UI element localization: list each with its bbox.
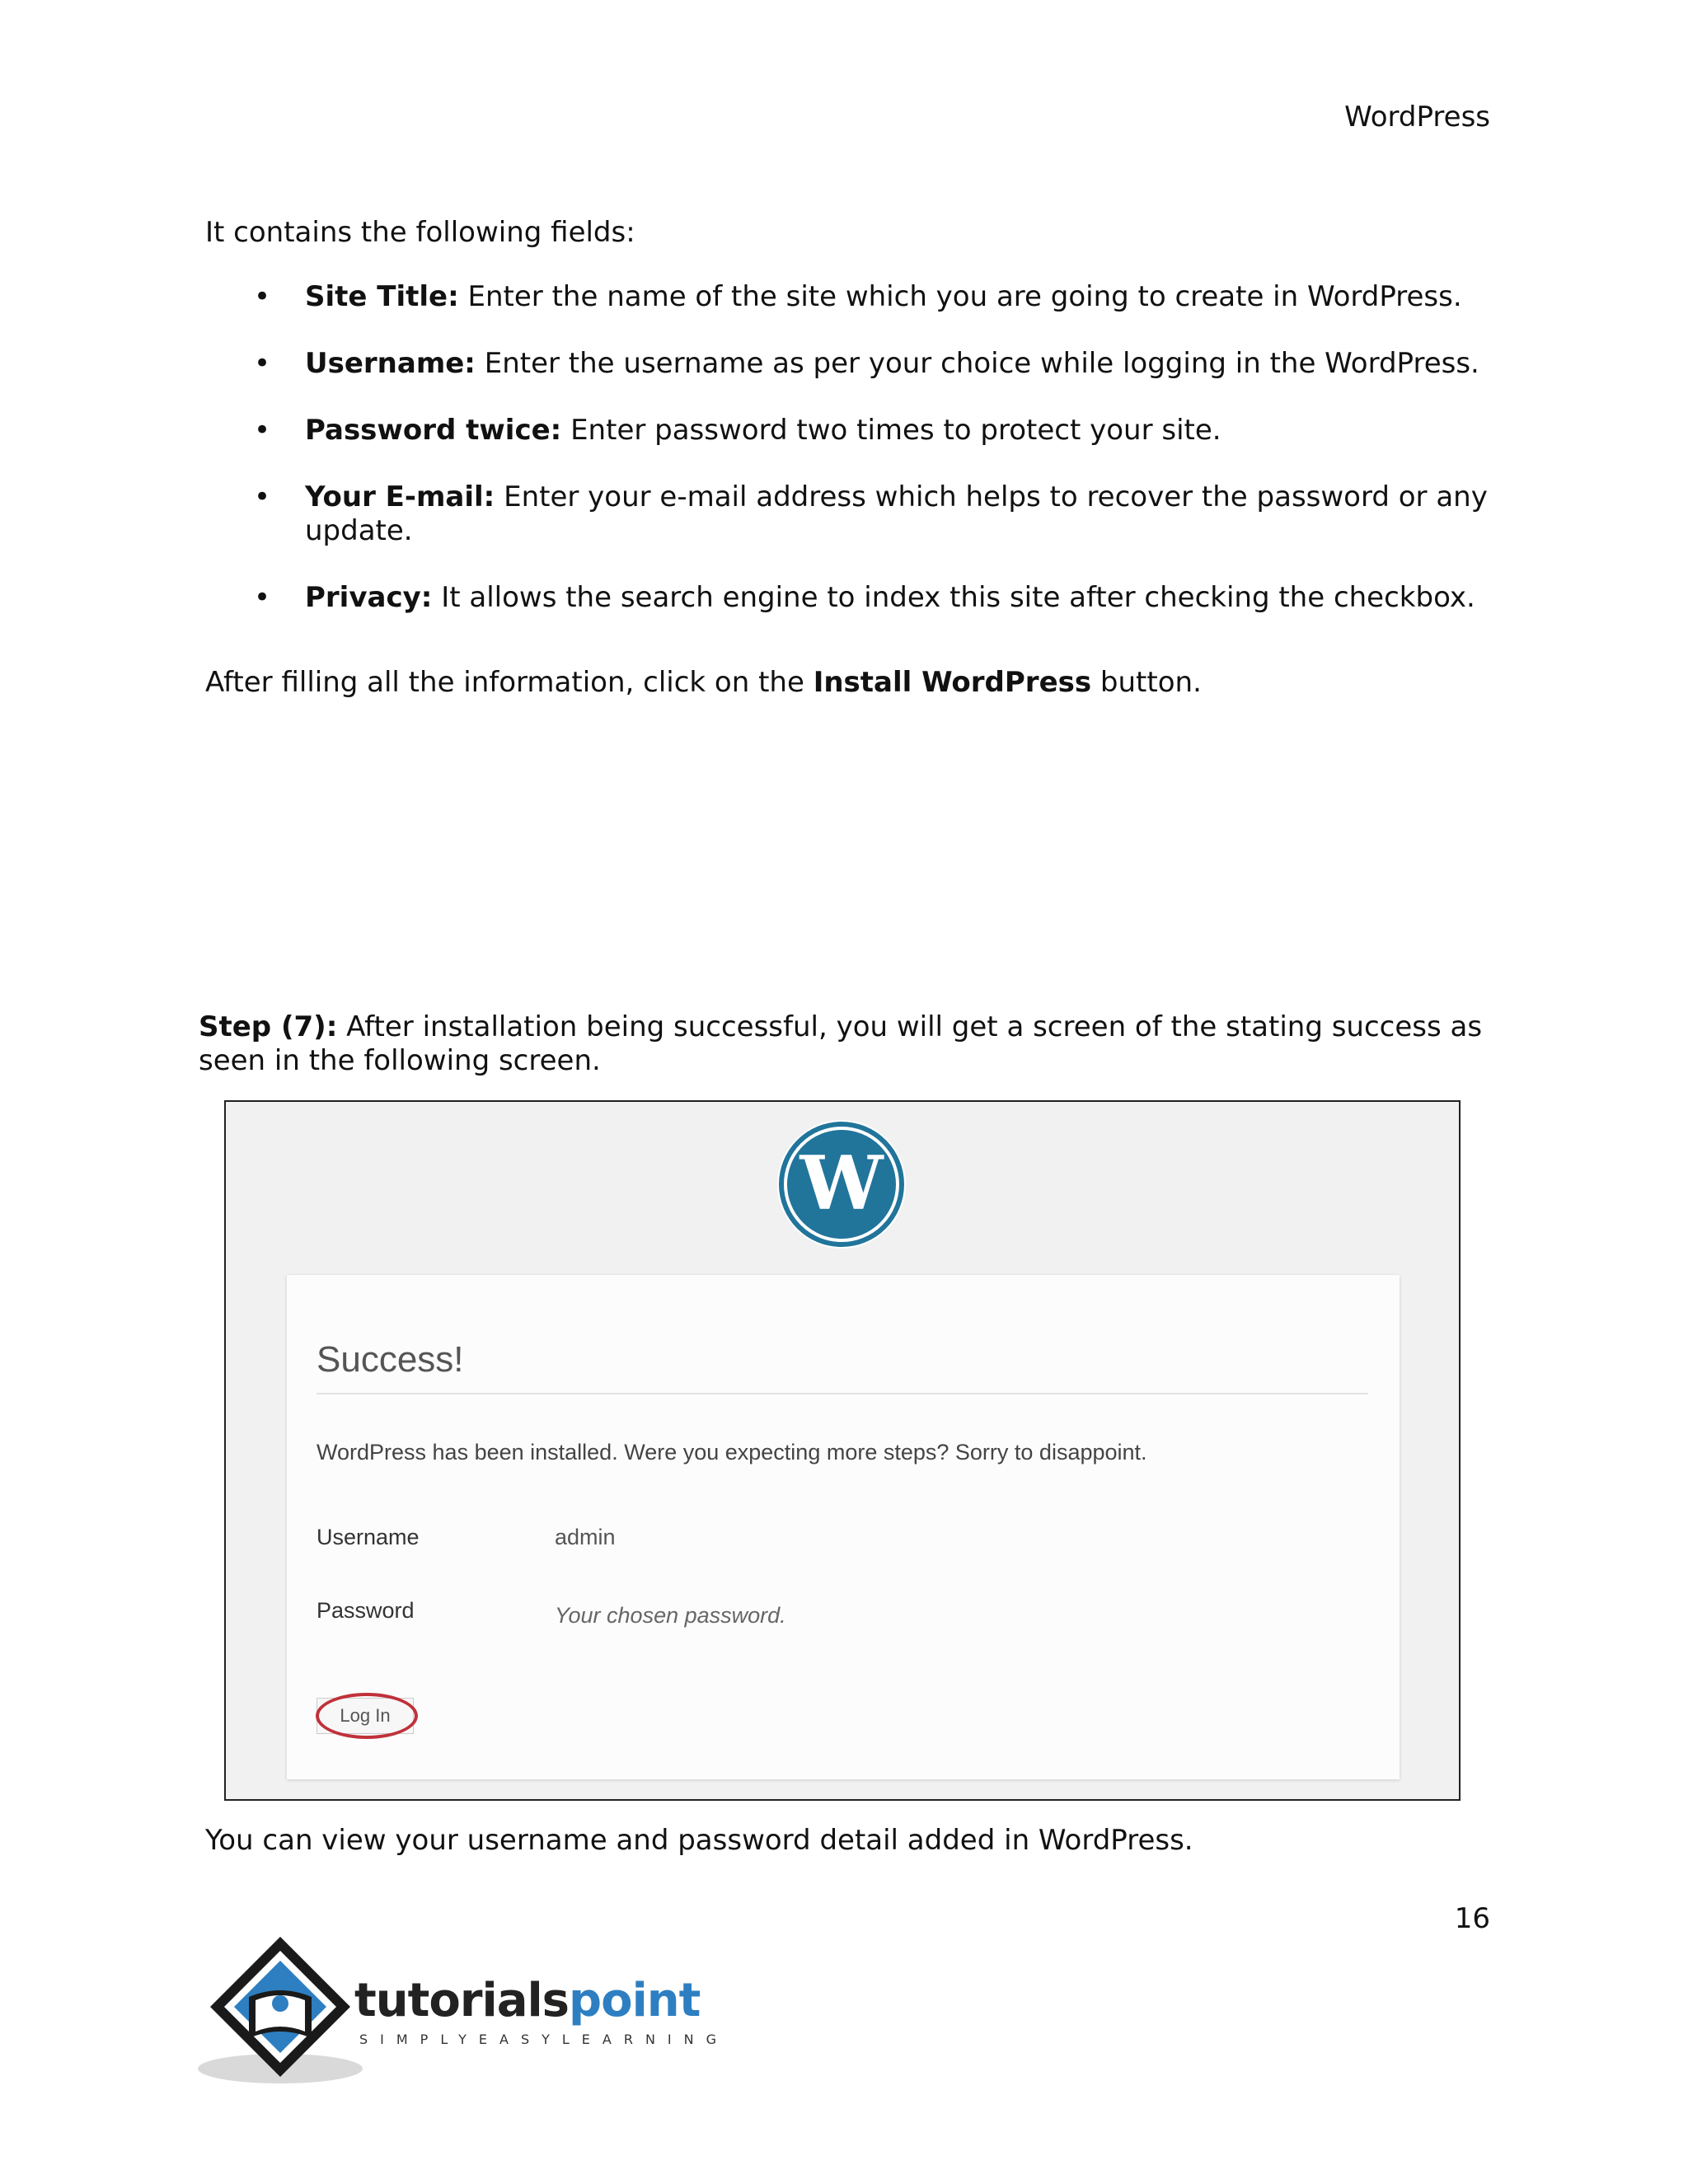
password-value: Your chosen password. [555,1603,786,1628]
username-label: Username [316,1525,420,1549]
instruction-prefix: After filling all the information, click on the [205,666,804,699]
password-label: Password [316,1598,415,1623]
list-item-term: Password twice: [305,414,562,447]
step-paragraph [199,1010,1493,1044]
tutorialspoint-book-icon [198,1933,363,2089]
list-item: • Username: Enter the username as per your choice while logging in the WordPress. [254,347,1479,380]
list-item-term: Site Title: [305,280,459,313]
closing-text: You can view your username and password detail added in WordPress. [205,1824,1193,1857]
wordpress-logo-icon [776,1118,907,1250]
highlight-circle [316,1693,418,1739]
step-paragraph-line2: seen in the following screen. [199,1044,601,1077]
intro-text: It contains the following fields: [205,216,635,249]
success-screenshot [224,1100,1461,1801]
brand-name: tutorialspoint [354,1974,701,2027]
list-item-text: Enter password two times to protect your site. [570,414,1221,447]
list-item-text: It allows the search engine to index this site after checking the checkbox. [441,581,1475,614]
brand-tagline: SIMPLYEASYLEARNING [359,2032,729,2047]
list-item-term: Privacy: [305,581,433,614]
list-item: • Your E-mail: Enter your e-mail address which helps to recover the password or any update. [254,480,1488,547]
svg-text:W: W [799,1140,884,1227]
list-item-text: Enter your e-mail address which helps to recover the password or any update. [305,480,1488,547]
instruction-suffix: button. [1100,666,1202,699]
tutorialspoint-logo [198,1933,729,2089]
divider [316,1393,1368,1394]
success-card [287,1275,1400,1779]
log-in-button[interactable]: Log In [316,1698,414,1734]
success-title: Success! [316,1339,464,1380]
instruction-bold: Install WordPress [813,666,1092,699]
step-text: After installation being successful, you will get a screen of the stating success as [346,1010,1483,1043]
page-number: 16 [1454,1902,1490,1935]
list-item-term: Username: [305,347,476,380]
list-item-text: Enter the username as per your choice while logging in the WordPress. [484,347,1479,380]
list-item-text: Enter the name of the site which you are going to create in WordPress. [467,280,1462,313]
list-item-term: Your E-mail: [305,480,495,513]
running-header: WordPress [1344,101,1490,134]
list-item: • Password twice: Enter password two times to protect your site. [254,414,1221,447]
success-message: WordPress has been installed. Were you expecting more steps? Sorry to disappoint. [316,1440,1147,1465]
list-item: • Privacy: It allows the search engine to index this site after checking the checkbox. [254,581,1475,614]
username-value: admin [555,1525,616,1549]
field-list [247,280,1496,648]
list-item: • Site Title: Enter the name of the site which you are going to create in WordPress. [254,280,1462,313]
instruction-text [205,666,1202,700]
step-label: Step (7): [199,1010,338,1043]
